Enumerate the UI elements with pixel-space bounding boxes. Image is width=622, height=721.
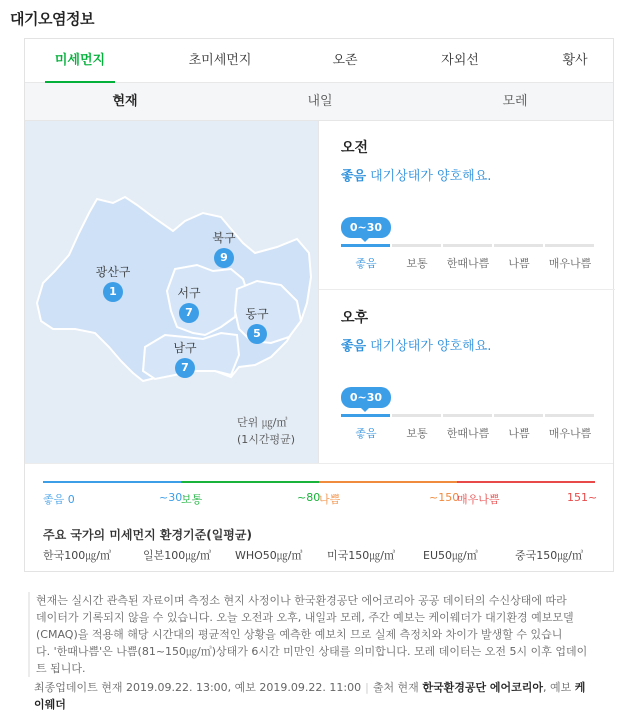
district-seo[interactable] [167,284,211,323]
district-name: 북구 [212,231,236,245]
forecast-divider [319,289,615,290]
scale-segment [545,414,594,417]
notes-line: 다. '한때나쁨'은 나쁨(81~150㎍/㎥)상태가 6시간 미만인 상태를 의미합니다. 모레 데이터는 오전 5시 이후 업데이 [36,645,588,658]
forecast-am-level: 좋음 [341,169,367,184]
separator: | [365,681,369,694]
district-value: 7 [179,303,199,323]
scale-segment [392,244,441,247]
day-tabs [25,83,613,121]
forecast-am-scale [341,217,597,270]
legend-bar-good [43,481,181,483]
scale-segment [494,244,543,247]
scale-label-normal: 보통 [406,427,428,440]
district-nam[interactable] [163,339,207,378]
standards-title: 주요 국가의 미세먼지 환경기준(일평균) [43,528,252,542]
tab-pm10[interactable]: 미세먼지 [45,39,115,83]
subtab-day-after[interactable]: 모레 [502,94,528,109]
standard-china: 중국150㎍/㎥ [515,549,583,562]
legend-bar-bad [319,481,457,483]
pollutant-tabs [25,39,613,83]
source-airkorea-link[interactable]: 한국환경공단 에어코리아 [422,681,544,694]
tab-ozone[interactable]: 오존 [332,53,358,68]
forecast-pm-range-badge: 0~30 [341,387,391,408]
standard-who: WHO50㎍/㎥ [235,549,303,562]
notes-line: 데이터가 기록되지 않을 수 있습니다. 오늘 오전과 오후, 내일과 모레, 주간 예보는 케이웨더가 대기환경 예보모델 [36,611,574,624]
scale-segment [443,244,492,247]
forecast-pm-level: 좋음 [341,339,367,354]
district-name: 광산구 [95,265,131,279]
source-mid: , 예보 [543,681,572,694]
scale-label-sometimes-bad: 한때나쁨 [446,427,490,440]
notes-line: (CMAQ)을 적용해 해당 시간대의 평균적인 상황을 예측한 예보치 므로 실제 측정치와 차이가 발생할 수 있습니 [36,628,563,641]
district-value: 5 [247,324,267,344]
scale-label-sometimes-bad: 한때나쁨 [446,257,490,270]
map-bottom-divider [25,463,613,464]
forecast-am-message: 대기상태가 양호해요. [370,169,492,184]
notes-line: 트 됩니다. [36,662,86,675]
forecast-am [341,137,601,184]
district-gwangsan[interactable] [91,263,135,302]
district-value: 7 [175,358,195,378]
page-title: 대기오염정보 [10,10,94,28]
forecast-pm [341,307,601,354]
update-info [34,679,594,713]
scale-label-good: 좋음 [355,257,377,270]
scale-label-very-bad: 매우나쁨 [548,427,592,440]
notes-line: 현재는 실시간 관측된 자료이며 측정소 현지 사정이나 한국환경공단 에어코리아 공공 데이터의 수신상태에 따라 [36,594,567,607]
air-quality-card [24,38,614,572]
subtab-tomorrow[interactable]: 내일 [307,94,333,109]
tab-uv[interactable]: 자외선 [441,53,479,68]
forecast-am-title: 오전 [341,140,369,156]
legend-label: 매우나쁨 [457,493,500,506]
forecast-pm-status [341,335,601,354]
source-kweather-link[interactable]: 케이웨더 [34,681,586,711]
legend-label: 보통 [181,493,203,506]
district-name: 동구 [245,307,269,321]
district-dong[interactable] [235,305,279,344]
scale-label-very-bad: 매우나쁨 [548,257,592,270]
legend-label: ~30 [159,491,183,504]
tab-yellow-dust[interactable]: 황사 [562,53,588,68]
legend-label: ~150 [429,491,460,504]
district-name: 남구 [173,341,197,355]
update-time: 최종업데이트 현재 2019.09.22. 13:00, 예보 2019.09.22. 11:00 [34,681,362,694]
unit-label [237,414,295,448]
standard-usa: 미국150㎍/㎥ [327,549,395,562]
standard-eu: EU50㎍/㎥ [423,549,478,562]
district-map [25,121,318,463]
standard-korea: 한국100㎍/㎥ [43,549,111,562]
scale-label-good: 좋음 [355,427,377,440]
forecast-am-range-badge: 0~30 [341,217,391,238]
legend-label: 좋음 0 [43,493,75,506]
unit-text: 단위 ㎍/㎥ [237,416,288,429]
scale-segment [443,414,492,417]
scale-segment [545,244,594,247]
district-name: 서구 [177,286,201,300]
scale-label-bad: 나쁨 [508,257,530,270]
forecast-am-status [341,165,601,184]
scale-label-normal: 보통 [406,257,428,270]
scale-segment [341,414,390,417]
unit-note: (1시간평균) [237,433,296,446]
source-prefix: 출처 현재 [372,681,419,694]
legend-bar-normal [181,481,319,483]
scale-label-bad: 나쁨 [508,427,530,440]
standard-japan: 일본100㎍/㎥ [143,549,211,562]
legend-label: 나쁨 [319,493,341,506]
tab-pm25[interactable]: 초미세먼지 [188,53,252,68]
forecast-pm-scale [341,387,597,440]
forecast-panel [318,121,615,463]
legend-label: 151~ [567,491,598,504]
scale-segment [341,244,390,247]
pm-legend [43,481,598,521]
forecast-pm-title: 오후 [341,310,369,326]
scale-segment [392,414,441,417]
subtab-now[interactable]: 현재 [112,94,138,109]
legend-bar-very-bad [457,481,595,483]
district-value: 9 [214,248,234,268]
legend-label: ~80 [297,491,321,504]
forecast-pm-message: 대기상태가 양호해요. [370,339,492,354]
district-buk[interactable] [202,229,246,268]
district-value: 1 [103,282,123,302]
scale-segment [494,414,543,417]
data-notes [28,592,600,677]
